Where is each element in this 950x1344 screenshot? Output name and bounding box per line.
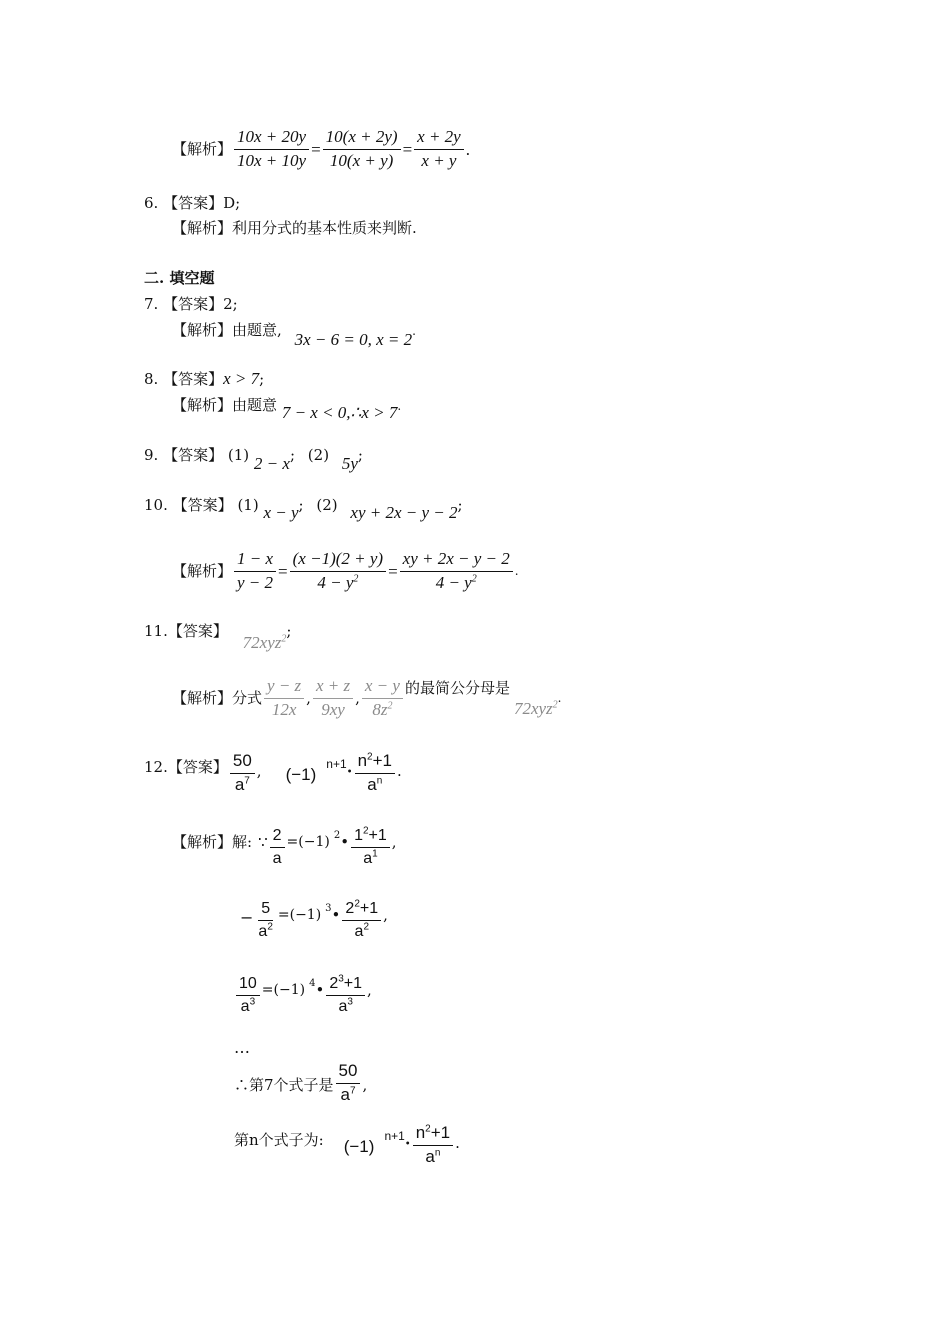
answer-label: 【答案】 xyxy=(163,295,224,313)
answer-label: 【答案】 xyxy=(172,496,233,514)
analysis-label: 【解析】 xyxy=(172,561,233,580)
fraction: $\frac{50}{a^7}$ xyxy=(336,1062,361,1104)
q6-analysis-row xyxy=(172,221,417,236)
fraction: $\frac{10(x + 2y)}{10(x + y)}$ xyxy=(323,128,401,170)
fraction: $\frac{2^2+1}{a^2}$ xyxy=(342,900,381,940)
q11-answer-row: 11.【答案】 72xyz$^2$; xyxy=(144,622,292,652)
q5-analysis-row: 【解析】 $\frac{10x + 20y}{10x + 10y}$ = $\frac{10(x + 2y)}{10(x + y)}$ = $\frac{x + 2y}{x + y}$ . xyxy=(172,127,470,170)
analysis-text: 的最简公分母是 xyxy=(404,678,510,697)
fraction: $\frac{x - y}{8z^2}$ xyxy=(362,677,403,719)
analysis-label: 【解析】 xyxy=(172,219,233,237)
q9-answer-row: 9. 【答案】 (1) 2 − x; (2) 5y; xyxy=(144,446,363,473)
fraction: $\frac{n^2+1}{a^n}$ xyxy=(355,752,395,794)
question-number: 9. xyxy=(144,446,159,464)
q12-analysis-row: 【解析】 解: ∵ $\frac{2}{a}$ =(−1) 2 • $\frac{1^2+1}{a^1}$ , xyxy=(172,825,397,867)
analysis-math: 3x − 6 = 0, x = 2 xyxy=(294,330,413,349)
section-title: 二. 填空题 xyxy=(144,269,215,287)
q10-analysis-row: 【解析】 $\frac{1 - x}{y - 2}$ = $\frac{(x -1)(2 + y)}{4 - y^2}$ = $\frac{xy + 2x - y - 2}{4 - y^2}$ . xyxy=(172,549,519,592)
ellipsis: … xyxy=(234,1038,250,1057)
fraction: $\frac{(x -1)(2 + y)}{4 - y^2}$ xyxy=(290,550,386,592)
q12-seventh-row: ∴第7个式子是 $\frac{50}{a^7}$ , xyxy=(234,1061,368,1104)
question-number: 7. xyxy=(144,295,159,313)
fraction: $\frac{xy + 2x - y - 2}{4 - y^2}$ xyxy=(400,550,513,592)
analysis-label: 【解析】 xyxy=(172,139,233,158)
question-number: 8. xyxy=(144,370,159,388)
q6-answer-row xyxy=(144,196,240,211)
answer-1: x − y xyxy=(263,503,299,522)
question-number: 11. xyxy=(144,622,168,640)
answer-label: 【答案】 xyxy=(167,622,228,640)
fraction: $\frac{x + z}{9xy}$ xyxy=(313,677,353,719)
analysis-math: 7 − x < 0,∴x > 7 xyxy=(281,403,398,422)
answer-1: 2 − x xyxy=(253,454,290,473)
fraction: $\frac{1 - x}{y - 2}$ xyxy=(234,550,276,592)
analysis-label: 【解析】 xyxy=(172,833,233,851)
analysis-label: 【解析】 xyxy=(172,396,233,414)
answer-label: 【答案】 xyxy=(163,194,224,212)
fraction: $\frac{1^2+1}{a^1}$ xyxy=(351,827,390,867)
q7-answer-row xyxy=(144,297,238,312)
q8-answer-row: 8. 【答案】x > 7; xyxy=(144,369,265,388)
analysis-text: 由题意, xyxy=(232,321,282,339)
bullet: • xyxy=(404,1139,411,1150)
fraction: $\frac{y - z}{12x}$ xyxy=(264,677,304,719)
answer-2: 5y xyxy=(341,454,358,473)
sign-factor: (−1) xyxy=(343,1137,375,1156)
q8-analysis-row: 【解析】由题意 7 − x < 0,∴x > 7. xyxy=(172,396,402,422)
analysis-label: 【解析】 xyxy=(172,688,233,707)
answer-label: 【答案】 xyxy=(163,446,224,464)
answer-math: 72xyz$^2$ xyxy=(242,633,287,652)
analysis-label: 【解析】 xyxy=(172,321,233,339)
q7-analysis-row: 【解析】由题意, 3x − 6 = 0, x = 2. xyxy=(172,321,416,349)
answer-text: D; xyxy=(223,194,241,212)
because-symbol: ∵ xyxy=(258,833,268,851)
q12-answer-row: 12. 【答案】 $\frac{50}{a^7}$ , (−1) n+1 • $\frac{n^2+1}{a^n}$ . xyxy=(144,751,402,794)
analysis-text: 利用分式的基本性质来判断. xyxy=(232,219,417,237)
fraction: $\frac{50}{a^7}$ xyxy=(230,752,255,794)
q10-answer-row: 10. 【答案】 (1) x − y; (2) xy + 2x − y − 2; xyxy=(144,496,463,522)
analysis-text: 分式 xyxy=(232,688,263,707)
sign-factor: (−1) xyxy=(285,765,317,784)
fraction: $\frac{5}{a^2}$ xyxy=(258,900,273,940)
bullet: • xyxy=(346,767,353,778)
answer-2: xy + 2x − y − 2 xyxy=(350,503,458,522)
q12-row-2: − $\frac{5}{a^2}$ =(−1) 3 • $\frac{2^2+1}{a^2}$ , xyxy=(240,898,388,940)
question-number: 12. xyxy=(144,758,168,776)
answer-label: 【答案】 xyxy=(163,370,224,388)
question-number: 10. xyxy=(144,496,168,514)
fraction: $\frac{10}{a^3}$ xyxy=(236,975,260,1015)
fraction: $\frac{2}{a}$ xyxy=(270,827,285,867)
answer-label: 【答案】 xyxy=(167,758,228,776)
fraction: $\frac{n^2+1}{a^n}$ xyxy=(413,1124,453,1166)
answer-text: 2; xyxy=(223,295,238,313)
answer-math: x > 7 xyxy=(223,369,260,388)
fraction: $\frac{2^3+1}{a^3}$ xyxy=(326,975,365,1015)
q12-row-3: $\frac{10}{a^3}$ =(−1) 4 • $\frac{2^3+1}{a^3}$ , xyxy=(234,975,372,1015)
analysis-text: 由题意 xyxy=(232,396,278,414)
fraction: $\frac{10x + 20y}{10x + 10y}$ xyxy=(234,128,309,170)
fraction: $\frac{x + 2y}{x + y}$ xyxy=(414,128,464,170)
analysis-math: 72xyz$^2$ xyxy=(513,698,558,718)
q12-nth-row: 第n个式子为: (−1) n+1 • $\frac{n^2+1}{a^n}$ . xyxy=(234,1123,460,1166)
question-number: 6. xyxy=(144,194,159,212)
q11-analysis-row: 【解析】 分式 $\frac{y - z}{12x}$ , $\frac{x + z}{9xy}$ , $\frac{x - y}{8z^2}$ 的最简公分母是 72xyz$^2$ . xyxy=(172,676,562,719)
